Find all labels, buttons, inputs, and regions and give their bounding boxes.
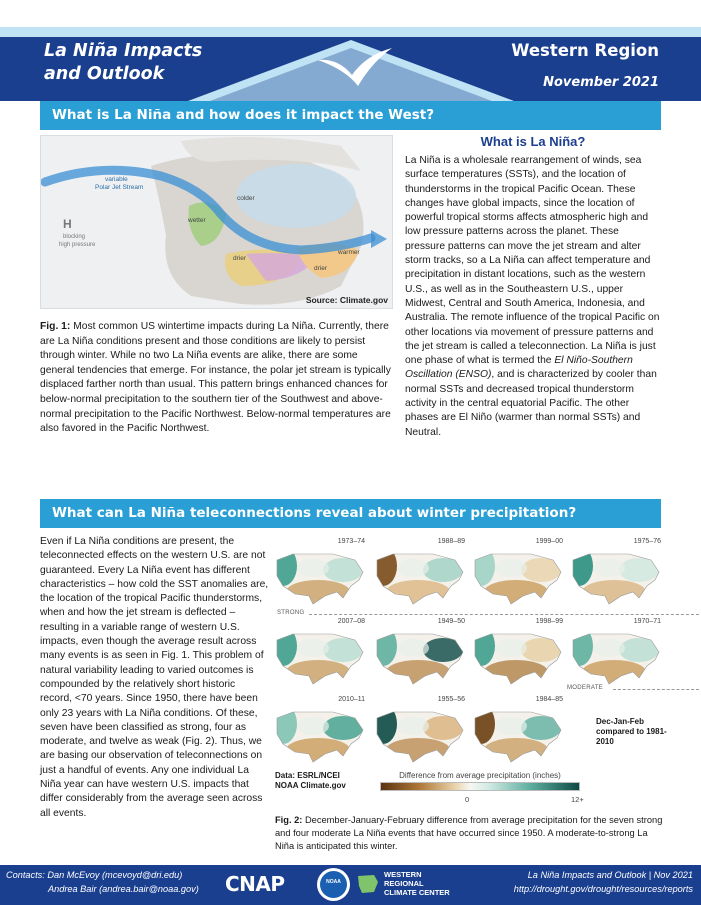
fig2-year-label: 1975–76 — [633, 538, 661, 545]
us-precip-map — [273, 626, 367, 688]
fig2-map-1975–76 — [569, 538, 665, 610]
wrcc-line-2: REGIONAL — [384, 879, 424, 888]
legend-colorbar — [380, 782, 580, 791]
fig2-label: Fig. 2: — [275, 815, 303, 825]
fig2-text: December-January-February difference from average precipitation for the seven strong and four moderate La Niña events that have occurred since 1950. A moderate-to-strong La Niña is anticipated this winter. — [275, 815, 663, 851]
footer-report-title: La Niña Impacts and Outlook | Nov 2021 — [527, 870, 693, 880]
region-label: Western Region — [511, 41, 659, 60]
map-label-drier-1: drier — [233, 255, 247, 262]
us-precip-map — [471, 626, 565, 688]
fig2-year-label: 1970–71 — [633, 618, 661, 625]
fig2-map-1984–85 — [471, 696, 567, 768]
fig1-map-graphic — [41, 136, 393, 309]
fig2-map-1955–56 — [373, 696, 469, 768]
fig1-text: Most common US wintertime impacts during La Niña. Currently, there are La Niña conditions present and those conditions are likely to persist through winter. While no two La Niña events are alike, there are some general tendencies that emerge. For instance, the polar jet stream is typically displaced farther north than usual. This pattern brings enhanced chances for below-normal precipitation to the southern tier of the Southwest and above-normal precipitation to the Pacific Northwest. Below-normal temperatures are also favored in the Pacific Northwest. — [40, 321, 391, 435]
fig2-year-label: 1955–56 — [437, 696, 465, 703]
fig2-map-2010–11 — [273, 696, 369, 768]
title-line-1: La Niña Impacts — [44, 41, 203, 61]
footer-right — [514, 869, 693, 896]
fig1-map — [40, 135, 393, 309]
fig2-map-1999–00 — [471, 538, 567, 610]
date-label: November 2021 — [543, 75, 659, 90]
whatis-text-2: , and is characterized by cooler than normal SSTs and decreased tropical thunderstorm activity in the central equatorial Pacific. The other phases are El Niño (warmer than normal SSTs) and Neutral. — [405, 369, 657, 438]
footer-url[interactable]: http://drought.gov/drought/resources/reports — [513, 883, 693, 894]
whatis-enso-term: El Niño-Southern Oscillation (ENSO) — [405, 355, 633, 381]
fig2-map-1970–71 — [569, 618, 665, 690]
contacts-label: Contacts: — [6, 870, 45, 880]
fig2-year-label: 1998–99 — [535, 618, 563, 625]
footer-contacts — [6, 869, 199, 896]
map-label-drier-2: drier — [314, 265, 328, 272]
strong-divider — [309, 614, 699, 615]
fig2-map-1973–74 — [273, 538, 369, 610]
page-title — [44, 40, 202, 86]
map-label-wetter: wetter — [188, 217, 206, 224]
legend-zero-label: 0 — [465, 795, 470, 804]
cnap-logo: CNAP — [225, 872, 285, 896]
fig2-map-1998–99 — [471, 618, 567, 690]
footer — [0, 865, 701, 905]
fig2-data-source — [275, 771, 346, 791]
legend-title: Difference from average precipitation (inches) — [399, 771, 561, 780]
fig2-year-label: 1988–89 — [437, 538, 465, 545]
data-source-line-1: Data: ESRL/NCEI — [275, 771, 340, 780]
fig2-year-label: 1949–50 — [437, 618, 465, 625]
legend-max-label: 12+ — [571, 795, 584, 804]
noaa-logo — [317, 868, 350, 901]
map-label-colder: colder — [237, 195, 255, 202]
whatis-heading: What is La Niña? — [480, 134, 586, 149]
fig2-map-1949–50 — [373, 618, 469, 690]
wrcc-map-icon — [356, 872, 380, 896]
us-precip-map — [273, 704, 367, 766]
whatis-body — [405, 154, 661, 440]
fig2-year-label: 1999–00 — [535, 538, 563, 545]
map-label-jet-1: variable — [105, 176, 128, 183]
fig2-year-label: 1973–74 — [337, 538, 365, 545]
us-precip-map — [373, 546, 467, 608]
fig2-map-1988–89 — [373, 538, 469, 610]
map-label-h: H — [63, 217, 72, 231]
data-source-line-2: NOAA Climate.gov — [275, 781, 346, 790]
map-label-warmer: warmer — [338, 249, 360, 256]
title-line-2: and Outlook — [44, 64, 165, 84]
us-precip-map — [471, 704, 565, 766]
us-precip-map — [569, 546, 663, 608]
us-precip-map — [273, 546, 367, 608]
fig1-label: Fig. 1: — [40, 321, 71, 332]
wrcc-line-3: CLIMATE CENTER — [384, 888, 450, 897]
fig2-year-label: 1984–85 — [535, 696, 563, 703]
moderate-divider — [613, 689, 699, 690]
fig2-year-label: 2007–08 — [337, 618, 365, 625]
contact-bair[interactable]: Andrea Bair (andrea.bair@noaa.gov) — [48, 883, 199, 894]
whatis-text-1: La Niña is a wholesale rearrangement of winds, sea surface temperatures (SSTs), and the location of thunderstorms in the tropical Pacific Ocean. These changes have global impacts, since the location of powerful tropical storms affects atmospheric high and low pressure patterns across the planet. These pressure patterns can move the jet stream and alter storm tracks, so a La Niña can affect temperature and precipitation in distant locations, such as the western U.S., as well as in the Southeastern U.S., upper Midwest, Central and South America, Indonesia, and Australia. The remote influence of the tropical Pacific on other locations via movement of pressure patterns and the jet stream is called a teleconnection. La Niña is just one phase of what is termed the — [405, 155, 660, 367]
wrcc-line-1: WESTERN — [384, 870, 422, 879]
map-label-blocking-1: blocking — [63, 234, 86, 240]
fig1-caption — [40, 320, 393, 437]
fig1-source: Source: Climate.gov — [305, 295, 388, 305]
us-precip-map — [373, 626, 467, 688]
map-label-jet-2: Polar Jet Stream — [95, 184, 144, 191]
us-precip-map — [471, 546, 565, 608]
wrcc-logo — [356, 870, 450, 897]
us-precip-map — [373, 704, 467, 766]
section2-heading: What can La Niña teleconnections reveal about winter precipitation? — [40, 499, 661, 528]
map-label-blocking-2: high pressure — [59, 242, 96, 248]
fig2-comparison-note: Dec-Jan-Feb compared to 1981-2010 — [596, 717, 667, 746]
fig2-map-2007–08 — [273, 618, 369, 690]
moderate-label: MODERATE — [567, 685, 603, 691]
noaa-logo-text: NOAA — [326, 879, 341, 885]
strong-label: STRONG — [277, 610, 305, 616]
section1-heading: What is La Niña and how does it impact the West? — [40, 101, 661, 130]
fig2-caption — [275, 814, 665, 853]
contact-mcevoy[interactable]: Dan McEvoy (mcevoyd@dri.edu) — [44, 870, 183, 880]
fig2-map-grid — [273, 538, 701, 793]
fig2-year-label: 2010–11 — [338, 696, 365, 703]
us-precip-map — [569, 626, 663, 688]
section2-body: Even if La Niña conditions are present, the teleconnected effects on the western U.S. are not guaranteed. Every La Niña event has different characteristics – how cold the SST anomalies are, the location of the tropical Pacific thunderstorms, when and how the jet stream is deflected – resulting in a variable range of western U.S. impacts, even though the average result across many events is as seen in Fig. 1. This problem of natural variability leading to varied outcomes is compounded by the relatively short historic record, <70 years. Since 1950, there have been only 23 years with La Niña conditions. Of these, seven have been classified as strong, four as moderate, and twelve as weak (Fig. 2). Thus, we are basing our observation of teleconnections on just a handful of events. Any one individual La Niña year can have western U.S. impacts that differ considerably from the average seen across all events. — [40, 536, 269, 819]
